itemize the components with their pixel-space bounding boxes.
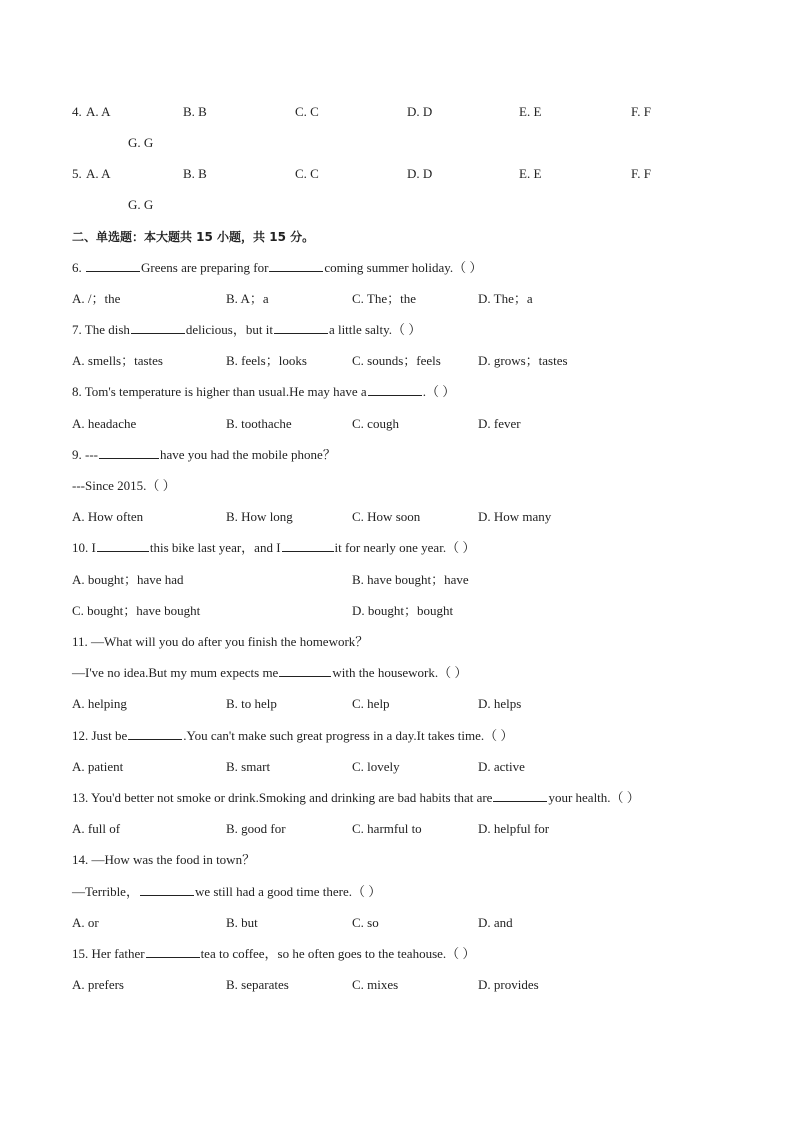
- q10-blank-1: [97, 539, 149, 552]
- question-9-reply: ---Since 2015.（ ）: [72, 478, 176, 493]
- q8-option-c[interactable]: C. cough: [352, 416, 399, 431]
- question-14-stem: 14. —How was the food in town？: [72, 852, 256, 867]
- question-14-reply: —Terrible， we still had a good time there.（ ）: [72, 884, 382, 899]
- q9-option-c[interactable]: C. How soon: [352, 509, 421, 524]
- q13-blank-1: [493, 789, 547, 802]
- q15-option-c[interactable]: C. mixes: [352, 977, 399, 992]
- question-6-options: [72, 290, 722, 308]
- q8-option-a[interactable]: A. headache: [72, 416, 137, 431]
- q14-option-a[interactable]: A. or: [72, 915, 99, 930]
- q5-number: 5.: [72, 166, 82, 181]
- q14-option-b[interactable]: B. but: [226, 915, 258, 930]
- q4-option-b[interactable]: B. B: [183, 104, 207, 119]
- question-9-stem: 9. --- have you had the mobile phone？: [72, 447, 336, 462]
- q12-option-c[interactable]: C. lovely: [352, 759, 400, 774]
- question-12-options: [72, 758, 722, 776]
- q9-option-d[interactable]: D. How many: [478, 509, 552, 524]
- q11-option-d[interactable]: D. helps: [478, 696, 522, 711]
- q5-option-b[interactable]: B. B: [183, 166, 207, 181]
- question-15-stem: 15. Her father tea to coffee，so he often goes to the teahouse.（ ）: [72, 946, 476, 961]
- q4-option-a[interactable]: A. A: [86, 104, 111, 119]
- question-12-stem: 12. Just be .You can't make such great progress in a day.It takes time.（ ）: [72, 728, 514, 743]
- q5-option-g[interactable]: G. G: [128, 197, 154, 212]
- q13-option-c[interactable]: C. harmful to: [352, 821, 422, 836]
- q9-option-a[interactable]: A. How often: [72, 509, 144, 524]
- q7-option-c[interactable]: C. sounds；feels: [352, 353, 441, 368]
- q10-option-a[interactable]: A. bought；have had: [72, 572, 184, 587]
- q10-option-b[interactable]: B. have bought；have: [352, 572, 469, 587]
- q4-option-g-line: [128, 134, 153, 152]
- q12-option-b[interactable]: B. smart: [226, 759, 271, 774]
- q15-option-d[interactable]: D. provides: [478, 977, 539, 992]
- q6-option-c[interactable]: C. The；the: [352, 291, 417, 306]
- q11-blank-1: [279, 664, 331, 677]
- question-9-options: [72, 508, 722, 526]
- question-8-stem: 8. Tom's temperature is higher than usual.He may have a .（ ）: [72, 384, 456, 399]
- q14-blank-1: [140, 883, 194, 896]
- q5-option-a[interactable]: A. A: [86, 166, 111, 181]
- q11-option-b[interactable]: B. to help: [226, 696, 277, 711]
- q13-option-a[interactable]: A. full of: [72, 821, 121, 836]
- q15-option-b[interactable]: B. separates: [226, 977, 289, 992]
- question-11-options: [72, 695, 722, 713]
- question-4-options: [72, 103, 722, 121]
- question-11-reply: —I've no idea.But my mum expects me with the housework.（ ）: [72, 665, 468, 680]
- q12-option-a[interactable]: A. patient: [72, 759, 124, 774]
- q6-option-b[interactable]: B. A；a: [226, 291, 269, 306]
- question-13-stem: 13. You'd better not smoke or drink.Smoking and drinking are bad habits that are your health.（ ）: [72, 790, 640, 805]
- section-2-title: 二、单选题：本大题共 15 小题，共 15 分。: [72, 230, 315, 244]
- q14-option-c[interactable]: C. so: [352, 915, 379, 930]
- q7-option-a[interactable]: A. smells；tastes: [72, 353, 163, 368]
- q8-option-b[interactable]: B. toothache: [226, 416, 292, 431]
- q15-blank-1: [146, 945, 200, 958]
- question-15-options: [72, 976, 722, 994]
- q9-option-b[interactable]: B. How long: [226, 509, 293, 524]
- question-10-options-row-2: [72, 602, 722, 620]
- q10-option-c[interactable]: C. bought；have bought: [72, 603, 201, 618]
- q4-option-g[interactable]: G. G: [128, 135, 154, 150]
- q6-blank-1: [86, 259, 140, 272]
- q14-option-d[interactable]: D. and: [478, 915, 513, 930]
- q15-option-a[interactable]: A. prefers: [72, 977, 124, 992]
- q7-blank-2: [274, 321, 328, 334]
- q5-option-g-line: [128, 196, 153, 214]
- q13-option-d[interactable]: D. helpful for: [478, 821, 550, 836]
- q5-option-e[interactable]: E. E: [519, 166, 542, 181]
- question-10-stem: 10. I this bike last year，and I it for nearly one year.（ ）: [72, 540, 476, 555]
- q6-option-a[interactable]: A. /；the: [72, 291, 121, 306]
- question-10-options-row-1: [72, 571, 722, 589]
- q4-option-f[interactable]: F. F: [631, 104, 651, 119]
- question-6-stem: 6. Greens are preparing for coming summer holiday.（ ）: [72, 260, 483, 275]
- question-11-stem: 11. —What will you do after you finish the homework？: [72, 634, 369, 649]
- q4-option-d[interactable]: D. D: [407, 104, 433, 119]
- q4-option-e[interactable]: E. E: [519, 104, 542, 119]
- question-5-options: [72, 165, 722, 183]
- q6-option-d[interactable]: D. The；a: [478, 291, 533, 306]
- question-8-options: [72, 415, 722, 433]
- q4-number: 4.: [72, 104, 82, 119]
- q6-blank-2: [269, 259, 323, 272]
- q5-option-d[interactable]: D. D: [407, 166, 433, 181]
- q11-option-c[interactable]: C. help: [352, 696, 390, 711]
- question-13-options: [72, 820, 722, 838]
- q7-option-b[interactable]: B. feels；looks: [226, 353, 307, 368]
- q7-blank-1: [131, 321, 185, 334]
- q8-blank-1: [368, 383, 422, 396]
- question-7-options: [72, 352, 722, 370]
- question-14-options: [72, 914, 722, 932]
- q4-option-c[interactable]: C. C: [295, 104, 319, 119]
- q5-option-f[interactable]: F. F: [631, 166, 651, 181]
- q11-option-a[interactable]: A. helping: [72, 696, 127, 711]
- q12-blank-1: [128, 727, 182, 740]
- q8-option-d[interactable]: D. fever: [478, 416, 521, 431]
- q12-option-d[interactable]: D. active: [478, 759, 525, 774]
- q7-option-d[interactable]: D. grows；tastes: [478, 353, 568, 368]
- q5-option-c[interactable]: C. C: [295, 166, 319, 181]
- question-7-stem: 7. The dish delicious，but it a little salty.（ ）: [72, 322, 422, 337]
- q13-option-b[interactable]: B. good for: [226, 821, 286, 836]
- q10-blank-2: [282, 539, 334, 552]
- q9-blank-1: [99, 446, 159, 459]
- q10-option-d[interactable]: D. bought；bought: [352, 603, 454, 618]
